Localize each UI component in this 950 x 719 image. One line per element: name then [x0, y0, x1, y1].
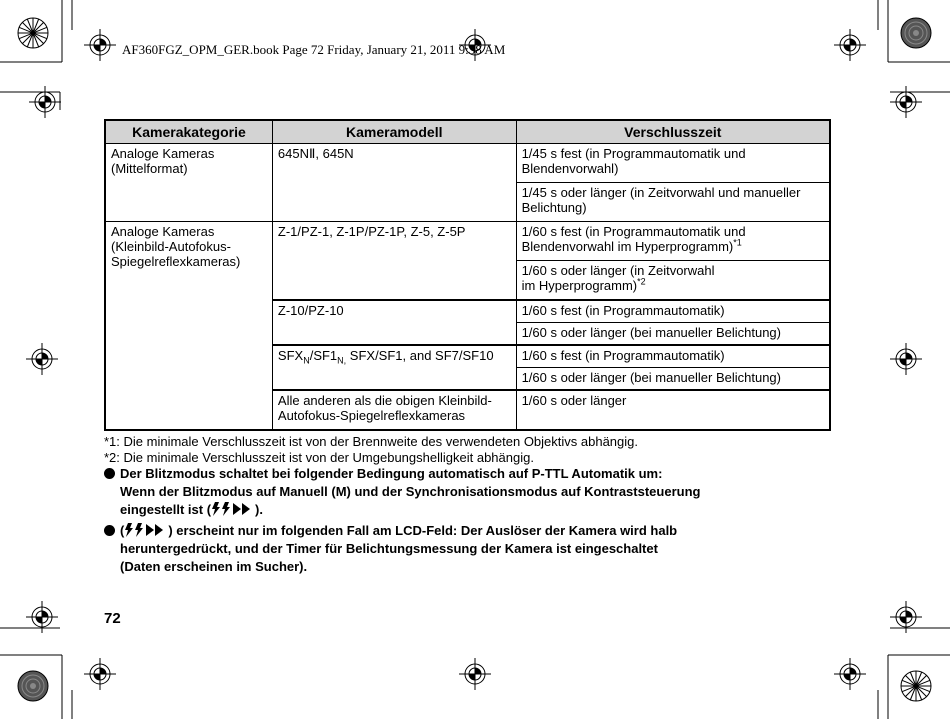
flash-contrast-control-icon — [124, 522, 168, 538]
table-row — [105, 144, 830, 183]
table-row — [105, 222, 830, 261]
bullet-dot-icon — [104, 468, 115, 479]
header-shutter-speed: Verschlusszeit — [516, 120, 830, 144]
model-cell: Z-10/PZ-10 — [272, 300, 516, 345]
model-cell: $SFX_N/SF1_{N,}$ SFX/SF1, and SF7/SF10 — [272, 345, 516, 390]
footnote-1: *1: Die minimale Verschlusszeit ist von der Brennweite des verwendeten Objektivs abhängig. — [104, 434, 638, 449]
shutter-cell: 1/45 s oder länger (in Zeitvorwahl und manueller Belichtung) — [516, 183, 830, 222]
model-cell: Z-1/PZ-1, Z-1P/PZ-1P, Z-5, Z-5P — [272, 222, 516, 301]
flash-contrast-control-icon — [211, 501, 255, 517]
footnote-ref: *2 — [637, 276, 646, 287]
shutter-cell: 1/60 s oder länger (bei manueller Belichtung) — [516, 323, 830, 346]
table-header-row — [105, 120, 830, 144]
bullet-lcd-display: ( ) erscheint nur im folgenden Fall am LCD-Feld: Der Auslöser der Kamera wird halb heruntergedrückt, und der Timer für Belichtungsmessung der Kamera ist eingeschaltet (Daten erscheinen im Sucher). — [104, 522, 824, 576]
shutter-cell: 1/60 s fest (in Programmautomatik und Blendenvorwahl im Hyperprogramm)$^{*1}$ — [516, 222, 830, 261]
page-header: AF360FGZ_OPM_GER.book Page 72 Friday, January 21, 2011 9:38 AM — [122, 42, 506, 57]
shutter-cell: 1/60 s oder länger (in Zeitvorwahl im Hyperprogramm)$^{*2}$ — [516, 261, 830, 301]
header-camera-category: Kamerakategorie — [105, 120, 272, 144]
shutter-cell: 1/60 s fest (in Programmautomatik) — [516, 300, 830, 323]
footnote-ref: *1 — [733, 237, 742, 248]
model-cell: Alle anderen als die obigen Kleinbild- Autofokus-Spiegelreflexkameras — [272, 390, 516, 430]
header-camera-model: Kameramodell — [272, 120, 516, 144]
shutter-cell: 1/60 s oder länger — [516, 390, 830, 430]
bullet-auto-switch: Der Blitzmodus schaltet bei folgender Bedingung automatisch auf P-TTL Automatik um: Wenn der Blitzmodus auf Manuell (M) und der Synchronisationsmodus auf Kontraststeuerung eingestellt ist ( ). — [104, 465, 824, 519]
shutter-cell: 1/60 s oder länger (bei manueller Belichtung) — [516, 368, 830, 391]
model-cell: 645NⅡ, 645N — [272, 144, 516, 222]
shutter-cell: 1/45 s fest (in Programmautomatik und Blendenvorwahl) — [516, 144, 830, 183]
footnote-2: *2: Die minimale Verschlusszeit ist von der Umgebungshelligkeit abhängig. — [104, 450, 534, 465]
shutter-cell: 1/60 s fest (in Programmautomatik) — [516, 345, 830, 368]
category-cell: Analoge Kameras (Mittelformat) — [105, 144, 272, 222]
page-number: 72 — [104, 610, 121, 627]
shutter-speed-table — [104, 119, 831, 431]
bullet-dot-icon — [104, 525, 115, 536]
category-cell: Analoge Kameras (Kleinbild-Autofokus- Spiegelreflexkameras) — [105, 222, 272, 431]
